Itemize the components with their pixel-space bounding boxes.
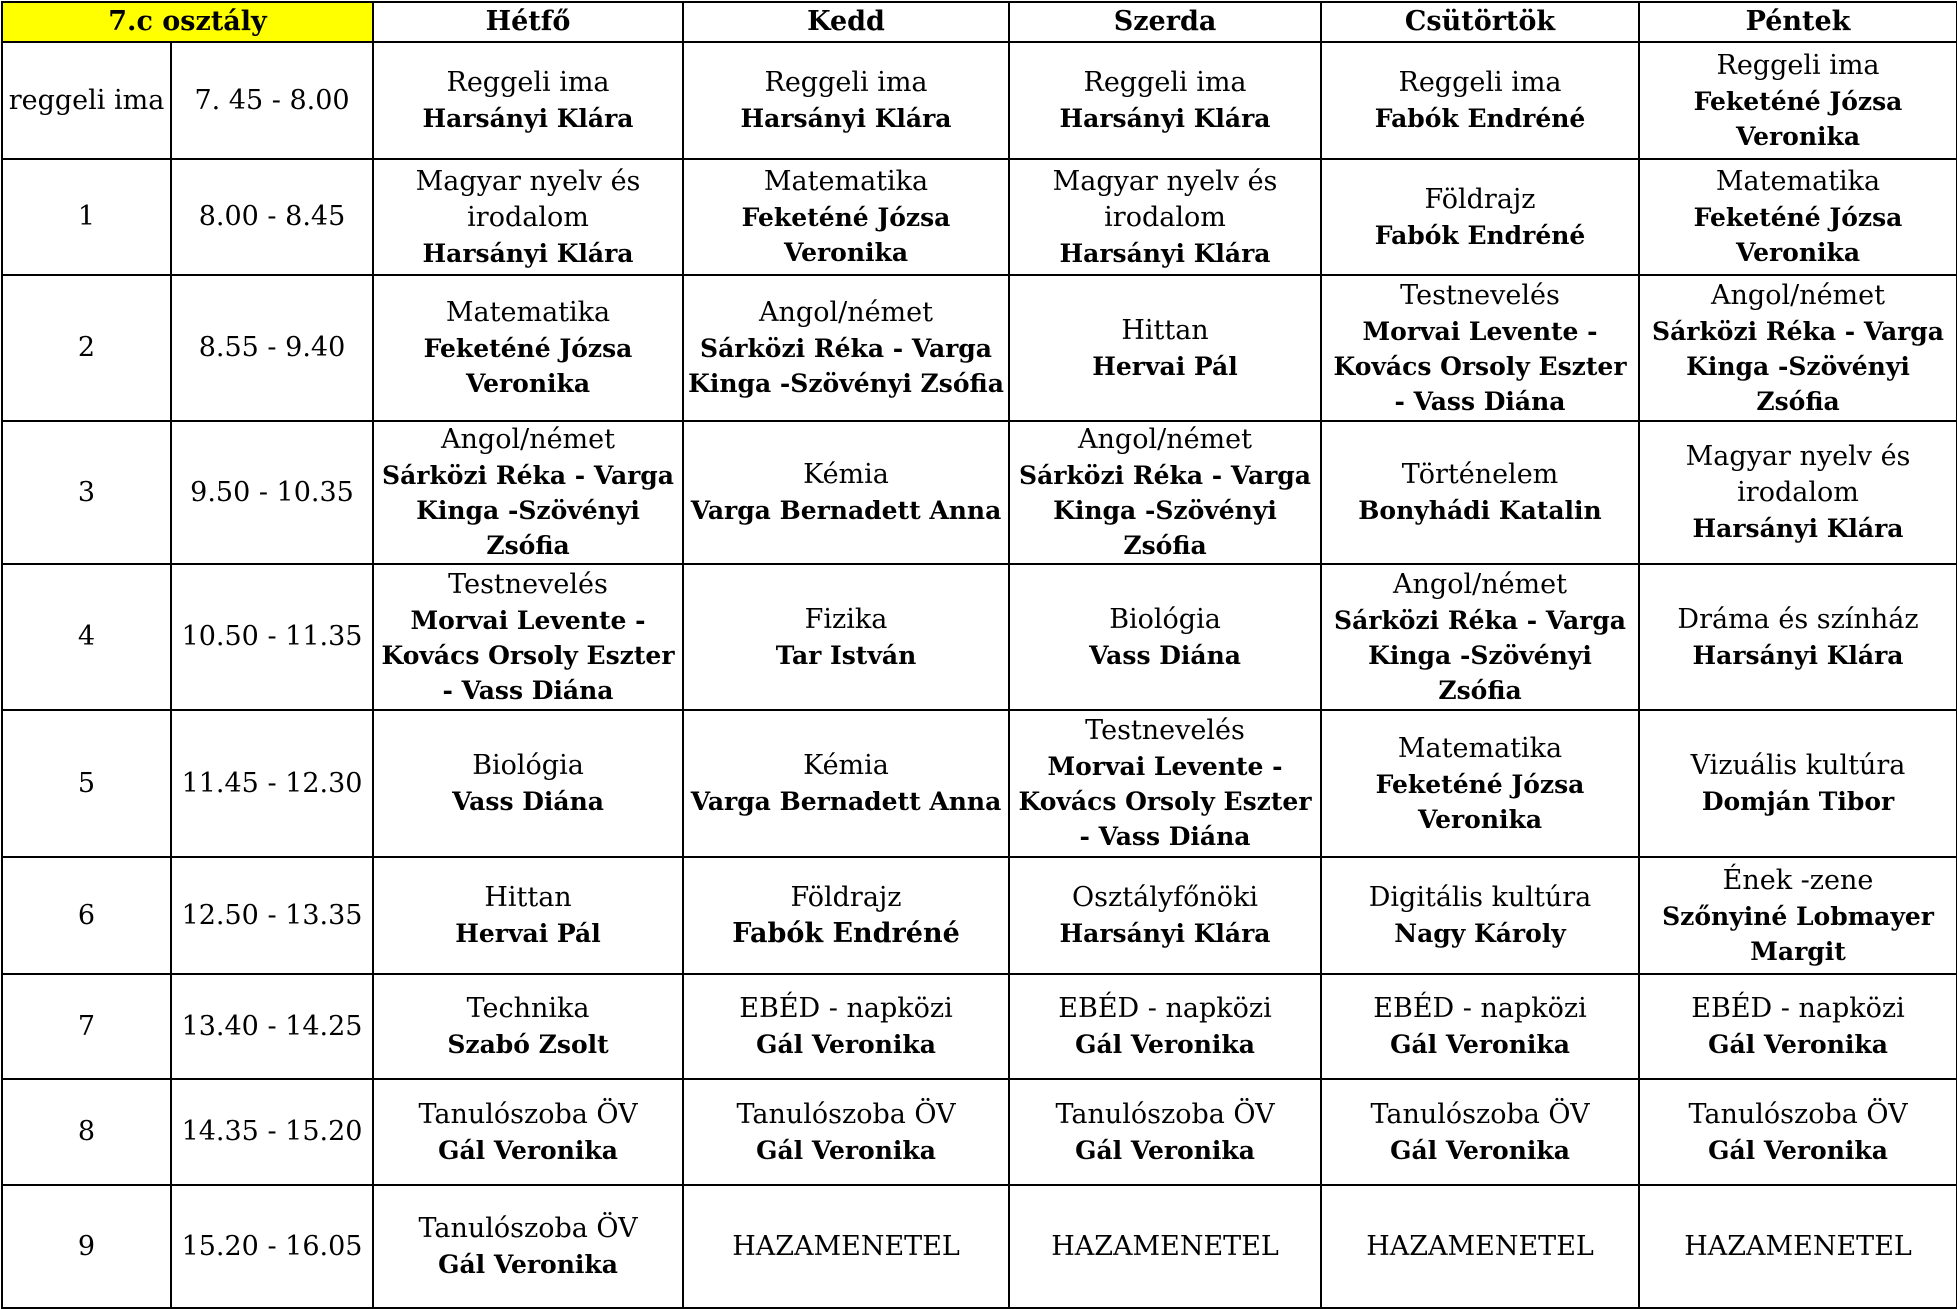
lesson-number: 2 — [2, 275, 171, 421]
lesson-cell — [1009, 564, 1321, 710]
table-row — [2, 275, 1957, 421]
lesson-cell — [1321, 1185, 1639, 1308]
subject-name: Földrajz — [1424, 183, 1536, 215]
lesson-number: reggeli ima — [2, 42, 171, 159]
subject-name: Technika — [466, 993, 590, 1024]
table-row — [2, 421, 1957, 564]
subject-name: EBÉD - napközi — [1058, 993, 1272, 1024]
class-title: 7.c osztály — [2, 2, 373, 42]
lesson-cell — [373, 1079, 683, 1185]
lesson-time: 13.40 - 14.25 — [171, 974, 373, 1079]
teacher-name: Harsányi Klára — [422, 104, 634, 133]
subject-name: HAZAMENETEL — [1366, 1230, 1594, 1262]
subject-name: HAZAMENETEL — [732, 1230, 960, 1262]
subject-name: Biológia — [472, 750, 584, 781]
lesson-cell — [683, 974, 1009, 1079]
teacher-name: Harsányi Klára — [1692, 640, 1904, 670]
lesson-cell — [1009, 974, 1321, 1079]
day-header: Kedd — [683, 2, 1009, 42]
lesson-cell — [373, 974, 683, 1079]
teacher-name: Sárközi Réka - Varga Kinga -Szövényi Zsófia — [688, 334, 1004, 398]
lesson-cell — [1009, 42, 1321, 159]
day-header: Szerda — [1009, 2, 1321, 42]
teacher-name: Gál Veronika — [1390, 1030, 1570, 1059]
teacher-name: Gál Veronika — [1708, 1135, 1888, 1165]
teacher-name: Morvai Levente - Kovács Orsoly Eszter - Vass Diána — [1333, 316, 1627, 416]
subject-name: Matematika — [445, 297, 611, 328]
table-row — [2, 1185, 1957, 1308]
subject-name: Angol/német — [1393, 568, 1567, 600]
teacher-name: Gál Veronika — [1075, 1030, 1255, 1059]
teacher-name: Vass Diána — [452, 787, 604, 816]
subject-name: Reggeli ima — [764, 67, 928, 98]
subject-name: Magyar nyelv és irodalom — [415, 165, 641, 233]
lesson-number: 5 — [2, 710, 171, 857]
lesson-cell — [373, 159, 683, 275]
teacher-name: Varga Bernadett Anna — [690, 496, 1002, 525]
subject-name: Angol/német — [759, 297, 933, 328]
lesson-cell — [1009, 857, 1321, 974]
subject-name: Kémia — [803, 459, 889, 490]
lesson-cell — [1639, 159, 1957, 275]
lesson-cell — [1639, 710, 1957, 857]
subject-name: Osztályfőnöki — [1072, 882, 1258, 913]
teacher-name: Harsányi Klára — [1059, 238, 1271, 268]
teacher-name: Sárközi Réka - Varga Kinga -Szövényi Zsófia — [382, 461, 674, 560]
teacher-name: Feketéné Józsa Veronika — [741, 203, 951, 267]
lesson-time: 10.50 - 11.35 — [171, 564, 373, 710]
lesson-cell — [683, 42, 1009, 159]
subject-name: Történelem — [1401, 459, 1559, 490]
subject-name: EBÉD - napközi — [1373, 993, 1587, 1024]
subject-name: Matematika — [1397, 732, 1563, 764]
teacher-name: Gál Veronika — [756, 1030, 936, 1059]
subject-name: Angol/német — [441, 424, 615, 455]
lesson-time: 14.35 - 15.20 — [171, 1079, 373, 1185]
subject-name: Földrajz — [790, 882, 902, 913]
teacher-name: Gál Veronika — [1390, 1135, 1570, 1165]
lesson-cell — [1321, 974, 1639, 1079]
teacher-name: Domján Tibor — [1701, 787, 1895, 816]
lesson-cell — [1639, 974, 1957, 1079]
subject-name: Testnevelés — [448, 568, 608, 600]
table-row — [2, 710, 1957, 857]
table-row — [2, 564, 1957, 710]
teacher-name: Morvai Levente - Kovács Orsoly Eszter - Vass Diána — [1018, 752, 1312, 851]
lesson-cell — [1639, 564, 1957, 710]
lesson-cell — [683, 710, 1009, 857]
teacher-name: Fabók Endréné — [1374, 104, 1586, 133]
lesson-cell — [373, 710, 683, 857]
lesson-number: 6 — [2, 857, 171, 974]
teacher-name: Szőnyiné Lobmayer Margit — [1662, 901, 1934, 966]
lesson-cell — [1639, 42, 1957, 159]
lesson-cell — [1321, 42, 1639, 159]
subject-name: Tanulószoba ÖV — [1370, 1098, 1590, 1130]
lesson-cell — [1639, 1185, 1957, 1308]
subject-name: Hittan — [484, 882, 572, 913]
lesson-time: 8.00 - 8.45 — [171, 159, 373, 275]
lesson-cell — [1321, 564, 1639, 710]
lesson-cell — [1321, 857, 1639, 974]
subject-name: Angol/német — [1711, 279, 1885, 311]
subject-name: Digitális kultúra — [1368, 882, 1592, 913]
teacher-name: Hervai Pál — [1092, 351, 1238, 381]
table-row — [2, 857, 1957, 974]
teacher-name: Fabók Endréné — [732, 918, 960, 949]
lesson-time: 9.50 - 10.35 — [171, 421, 373, 564]
subject-name: Tanulószoba ÖV — [1688, 1098, 1908, 1130]
lesson-cell — [373, 42, 683, 159]
subject-name: Testnevelés — [1085, 715, 1245, 746]
table-row — [2, 159, 1957, 275]
lesson-cell — [1321, 159, 1639, 275]
subject-name: Vizuális kultúra — [1690, 750, 1906, 781]
subject-name: Kémia — [803, 750, 889, 781]
lesson-number: 8 — [2, 1079, 171, 1185]
subject-name: HAZAMENETEL — [1684, 1230, 1912, 1262]
teacher-name: Nagy Károly — [1394, 919, 1566, 948]
lesson-cell — [373, 1185, 683, 1308]
lesson-cell — [373, 421, 683, 564]
teacher-name: Sárközi Réka - Varga Kinga -Szövényi Zsófia — [1334, 605, 1626, 705]
lesson-cell — [373, 275, 683, 421]
teacher-name: Harsányi Klára — [740, 104, 952, 133]
lesson-cell — [683, 564, 1009, 710]
teacher-name: Feketéné Józsa Veronika — [1693, 203, 1903, 267]
subject-name: Hittan — [1121, 314, 1209, 346]
day-header: Péntek — [1639, 2, 1957, 42]
teacher-name: Sárközi Réka - Varga Kinga -Szövényi Zsófia — [1652, 316, 1944, 416]
teacher-name: Harsányi Klára — [1059, 104, 1271, 133]
day-header: Csütörtök — [1321, 2, 1639, 42]
lesson-cell — [683, 1079, 1009, 1185]
subject-name: Dráma és színház — [1677, 603, 1919, 635]
subject-name: HAZAMENETEL — [1051, 1230, 1279, 1262]
subject-name: Tanulószoba ÖV — [418, 1213, 638, 1244]
subject-name: Tanulószoba ÖV — [736, 1098, 956, 1130]
lesson-cell — [1639, 421, 1957, 564]
subject-name: Magyar nyelv és irodalom — [1052, 165, 1278, 233]
table-row — [2, 1079, 1957, 1185]
table-row — [2, 974, 1957, 1079]
lesson-cell — [1009, 1185, 1321, 1308]
subject-name: Angol/német — [1078, 424, 1252, 455]
lesson-cell — [1639, 275, 1957, 421]
subject-name: Reggeli ima — [1716, 49, 1880, 81]
subject-name: Tanulószoba ÖV — [418, 1098, 638, 1130]
lesson-time: 12.50 - 13.35 — [171, 857, 373, 974]
lesson-cell — [1009, 275, 1321, 421]
lesson-cell — [1009, 159, 1321, 275]
lesson-time: 8.55 - 9.40 — [171, 275, 373, 421]
lesson-cell — [683, 421, 1009, 564]
subject-name: Matematika — [1715, 166, 1881, 197]
lesson-number: 9 — [2, 1185, 171, 1308]
teacher-name: Tar István — [775, 640, 917, 670]
day-header: Hétfő — [373, 2, 683, 42]
teacher-name: Harsányi Klára — [1692, 514, 1904, 543]
lesson-cell — [683, 275, 1009, 421]
lesson-cell — [683, 857, 1009, 974]
teacher-name: Gál Veronika — [438, 1135, 618, 1165]
teacher-name: Harsányi Klára — [1059, 919, 1271, 948]
teacher-name: Sárközi Réka - Varga Kinga -Szövényi Zsófia — [1019, 461, 1311, 560]
lesson-cell — [373, 564, 683, 710]
subject-name: Matematika — [763, 166, 929, 197]
teacher-name: Vass Diána — [1089, 640, 1241, 670]
teacher-name: Feketéné Józsa Veronika — [423, 334, 633, 398]
teacher-name: Gál Veronika — [756, 1135, 936, 1165]
lesson-cell — [373, 857, 683, 974]
teacher-name: Feketéné Józsa Veronika — [1693, 86, 1903, 151]
lesson-cell — [683, 159, 1009, 275]
teacher-name: Szabó Zsolt — [447, 1030, 609, 1059]
teacher-name: Morvai Levente - Kovács Orsoly Eszter - Vass Diána — [381, 605, 675, 705]
lesson-time: 11.45 - 12.30 — [171, 710, 373, 857]
lesson-time: 15.20 - 16.05 — [171, 1185, 373, 1308]
lesson-cell — [1321, 275, 1639, 421]
teacher-name: Harsányi Klára — [422, 238, 634, 268]
teacher-name: Gál Veronika — [1075, 1135, 1255, 1165]
subject-name: Magyar nyelv és irodalom — [1685, 441, 1911, 508]
lesson-number: 3 — [2, 421, 171, 564]
lesson-number: 4 — [2, 564, 171, 710]
teacher-name: Fabók Endréné — [1374, 220, 1586, 250]
subject-name: EBÉD - napközi — [1691, 993, 1905, 1024]
lesson-cell — [1321, 1079, 1639, 1185]
timetable — [1, 1, 1957, 1309]
lesson-cell — [1009, 1079, 1321, 1185]
subject-name: Fizika — [804, 603, 888, 635]
lesson-cell — [1639, 1079, 1957, 1185]
lesson-cell — [1321, 421, 1639, 564]
table-row — [2, 42, 1957, 159]
subject-name: Testnevelés — [1400, 279, 1560, 311]
lesson-time: 7. 45 - 8.00 — [171, 42, 373, 159]
subject-name: Biológia — [1109, 603, 1221, 635]
lesson-number: 7 — [2, 974, 171, 1079]
lesson-cell — [1639, 857, 1957, 974]
lesson-number: 1 — [2, 159, 171, 275]
header-row — [2, 2, 1957, 42]
teacher-name: Varga Bernadett Anna — [690, 787, 1002, 816]
subject-name: EBÉD - napközi — [739, 993, 953, 1024]
teacher-name: Gál Veronika — [438, 1250, 618, 1279]
teacher-name: Hervai Pál — [455, 919, 601, 948]
lesson-cell — [1009, 421, 1321, 564]
subject-name: Tanulószoba ÖV — [1055, 1098, 1275, 1130]
lesson-cell — [683, 1185, 1009, 1308]
teacher-name: Gál Veronika — [1708, 1030, 1888, 1059]
subject-name: Reggeli ima — [1083, 67, 1247, 98]
lesson-cell — [1009, 710, 1321, 857]
subject-name: Ének -zene — [1722, 864, 1874, 896]
teacher-name: Feketéné Józsa Veronika — [1375, 769, 1585, 834]
lesson-cell — [1321, 710, 1639, 857]
subject-name: Reggeli ima — [446, 67, 610, 98]
subject-name: Reggeli ima — [1398, 67, 1562, 98]
teacher-name: Bonyhádi Katalin — [1358, 496, 1602, 525]
